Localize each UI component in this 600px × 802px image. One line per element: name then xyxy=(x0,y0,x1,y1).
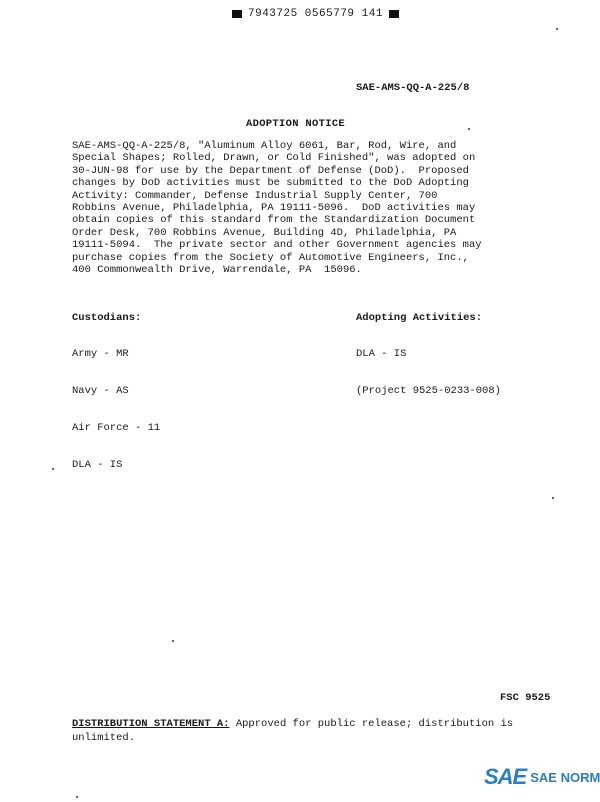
custodian-item: Army - MR xyxy=(72,347,129,360)
adopting-item: (Project 9525-0233-008) xyxy=(356,385,501,398)
scan-speck xyxy=(52,468,54,470)
scan-speck xyxy=(556,28,558,30)
body-line: changes by DoD activities must be submitted to the DoD Adopting xyxy=(72,177,469,190)
scan-speck xyxy=(552,497,554,499)
sae-norm-logo xyxy=(484,764,600,790)
adoption-notice-body xyxy=(72,140,552,276)
barcode-block-right xyxy=(389,10,399,18)
adopting-activities-heading: Adopting Activities: xyxy=(356,312,483,324)
adopting-activities-list xyxy=(356,323,501,410)
body-line: SAE-AMS-QQ-A-225/8, "Aluminum Alloy 6061, Bar, Rod, Wire, and xyxy=(72,140,457,152)
scan-speck xyxy=(468,128,470,130)
document-number: SAE-AMS-QQ-A-225/8 xyxy=(356,82,470,94)
scan-speck xyxy=(172,640,174,642)
body-line: 30-JUN-98 for use by the Department of Defense (DoD). Proposed xyxy=(72,164,469,177)
body-line: Special Shapes; Rolled, Drawn, or Cold Finished", was adopted on xyxy=(72,152,476,165)
body-line: Activity: Commander, Defense Industrial Supply Center, 700 xyxy=(72,189,438,202)
distribution-label: DISTRIBUTION STATEMENT A: xyxy=(72,718,230,730)
header-serial: 7943725 0565779 141 xyxy=(248,8,383,20)
body-line: Robbins Avenue, Philadelphia, PA 19111-5096. DoD activities may xyxy=(72,202,476,215)
header-serial-line xyxy=(232,8,399,20)
body-line: Order Desk, 700 Robbins Avenue, Building 4D, Philadelphia, PA xyxy=(72,226,457,239)
custodians-list xyxy=(72,323,160,484)
body-line: 400 Commonwealth Drive, Warrendale, PA 15096. xyxy=(72,264,362,277)
sae-logo-mark: SAE xyxy=(484,764,527,789)
custodian-item: DLA - IS xyxy=(72,459,123,472)
custodians-heading: Custodians: xyxy=(72,312,142,324)
sae-logo-text: SAE NORM xyxy=(530,769,600,785)
custodian-item: Air Force - 11 xyxy=(72,422,161,435)
distribution-statement xyxy=(72,717,572,745)
fsc-code: FSC 9525 xyxy=(500,692,551,704)
body-line: 19111-5094. The private sector and other Government agencies may xyxy=(72,239,482,252)
adopting-item: DLA - IS xyxy=(356,347,407,360)
barcode-block-left xyxy=(232,10,242,18)
page-title: ADOPTION NOTICE xyxy=(246,118,346,130)
distribution-text: Approved for public release; distribution is unlimited. xyxy=(72,718,514,744)
scan-speck xyxy=(76,796,78,798)
body-line: purchase copies from the Society of Automotive Engineers, Inc., xyxy=(72,251,469,264)
body-line: obtain copies of this standard from the Standardization Document xyxy=(72,214,476,227)
custodian-item: Navy - AS xyxy=(72,385,129,398)
